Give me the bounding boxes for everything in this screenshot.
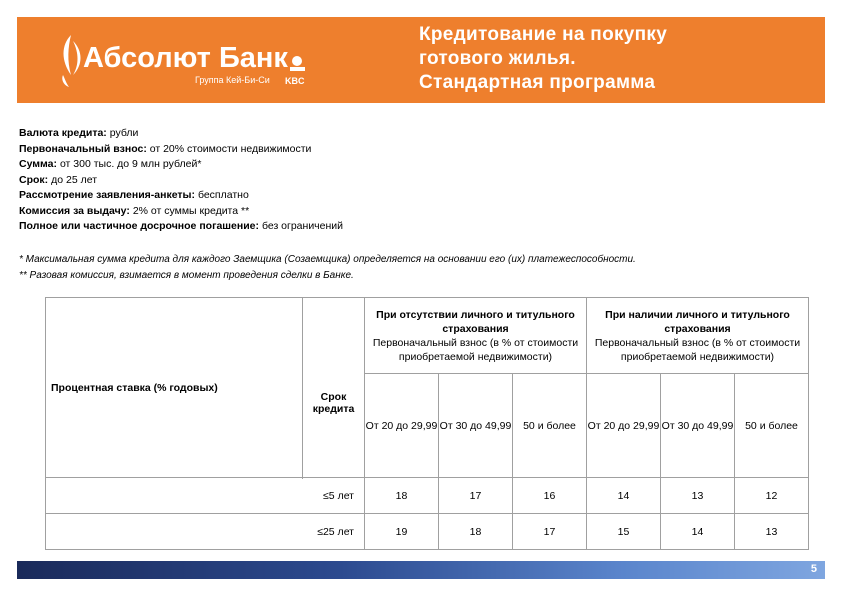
condition-currency: Валюта кредита: рубли [19, 127, 139, 139]
rate-cell: 17 [513, 514, 587, 550]
footnotes [19, 252, 636, 283]
rate-cell: 15 [587, 514, 661, 550]
footer-bar [17, 561, 825, 579]
header-banner [17, 17, 825, 103]
loan-conditions [19, 126, 343, 235]
condition-fee: Комиссия за выдачу: 2% от суммы кредита ** [19, 204, 250, 217]
rate-cell: 19 [365, 514, 439, 550]
table-row [46, 478, 809, 514]
brand-name: Абсолют Банк [83, 42, 288, 74]
rate-cell: 18 [365, 478, 439, 514]
title-line: Стандартная программа [419, 72, 656, 93]
rate-cell: 18 [439, 514, 513, 550]
column-header: От 20 до 29,99 [587, 374, 661, 478]
column-header: От 30 до 49,99 [439, 374, 513, 478]
rate-cell: 13 [735, 514, 809, 550]
table-row [46, 514, 809, 550]
title-line: Кредитование на покупку [419, 24, 668, 45]
rate-label: Процентная ставка (% годовых) [46, 298, 303, 478]
footnote: * Максимальная сумма кредита для каждого Заемщика (Созаемщика) определяется на основании его (их) платежеспособности. [19, 254, 636, 265]
condition-application: Рассмотрение заявления-анкеты: бесплатно [19, 189, 249, 201]
bank-logo [57, 31, 317, 91]
rate-cell: 17 [439, 478, 513, 514]
condition-amount: Сумма: от 300 тыс. до 9 млн рублей* [19, 158, 202, 170]
footnote: ** Разовая комиссия, взимается в момент проведения сделки в Банке. [19, 269, 354, 281]
rate-cell: 14 [587, 478, 661, 514]
kbc-label: KBC [285, 76, 305, 86]
column-header: 50 и более [513, 374, 587, 478]
column-header: От 30 до 49,99 [661, 374, 735, 478]
condition-term: Срок: до 25 лет [19, 173, 98, 186]
rate-cell: 13 [661, 478, 735, 514]
condition-down-payment: Первоначальный взнос: от 20% стоимости недвижимости [19, 142, 312, 155]
title-line: готового жилья. [419, 48, 576, 69]
brand-subtitle: Группа Кей-Би-Си [195, 75, 270, 85]
term-cell: ≤25 лет [46, 514, 365, 550]
leaf-icon [62, 35, 80, 87]
rates-table [45, 297, 809, 550]
rate-cell: 14 [661, 514, 735, 550]
page-title [419, 23, 819, 95]
condition-early-repayment: Полное или частичное досрочное погашение: без ограничений [19, 220, 344, 232]
rate-cell: 12 [735, 478, 809, 514]
term-cell: ≤5 лет [46, 478, 365, 514]
group-header-no-insurance: При отсутствии личного и титульного страхования Первоначальный взнос (в % от стоимости приобретаемой недвижимости) [365, 298, 587, 374]
rate-cell: 16 [513, 478, 587, 514]
term-label: Срок кредита [303, 298, 365, 478]
group-header-with-insurance: При наличии личного и титульного страхования Первоначальный взнос (в % от стоимости приобретаемой недвижимости) [587, 298, 809, 374]
kbc-icon [290, 56, 305, 71]
column-header: От 20 до 29,99 [365, 374, 439, 478]
page-number: 5 [810, 563, 817, 575]
column-header: 50 и более [735, 374, 809, 478]
